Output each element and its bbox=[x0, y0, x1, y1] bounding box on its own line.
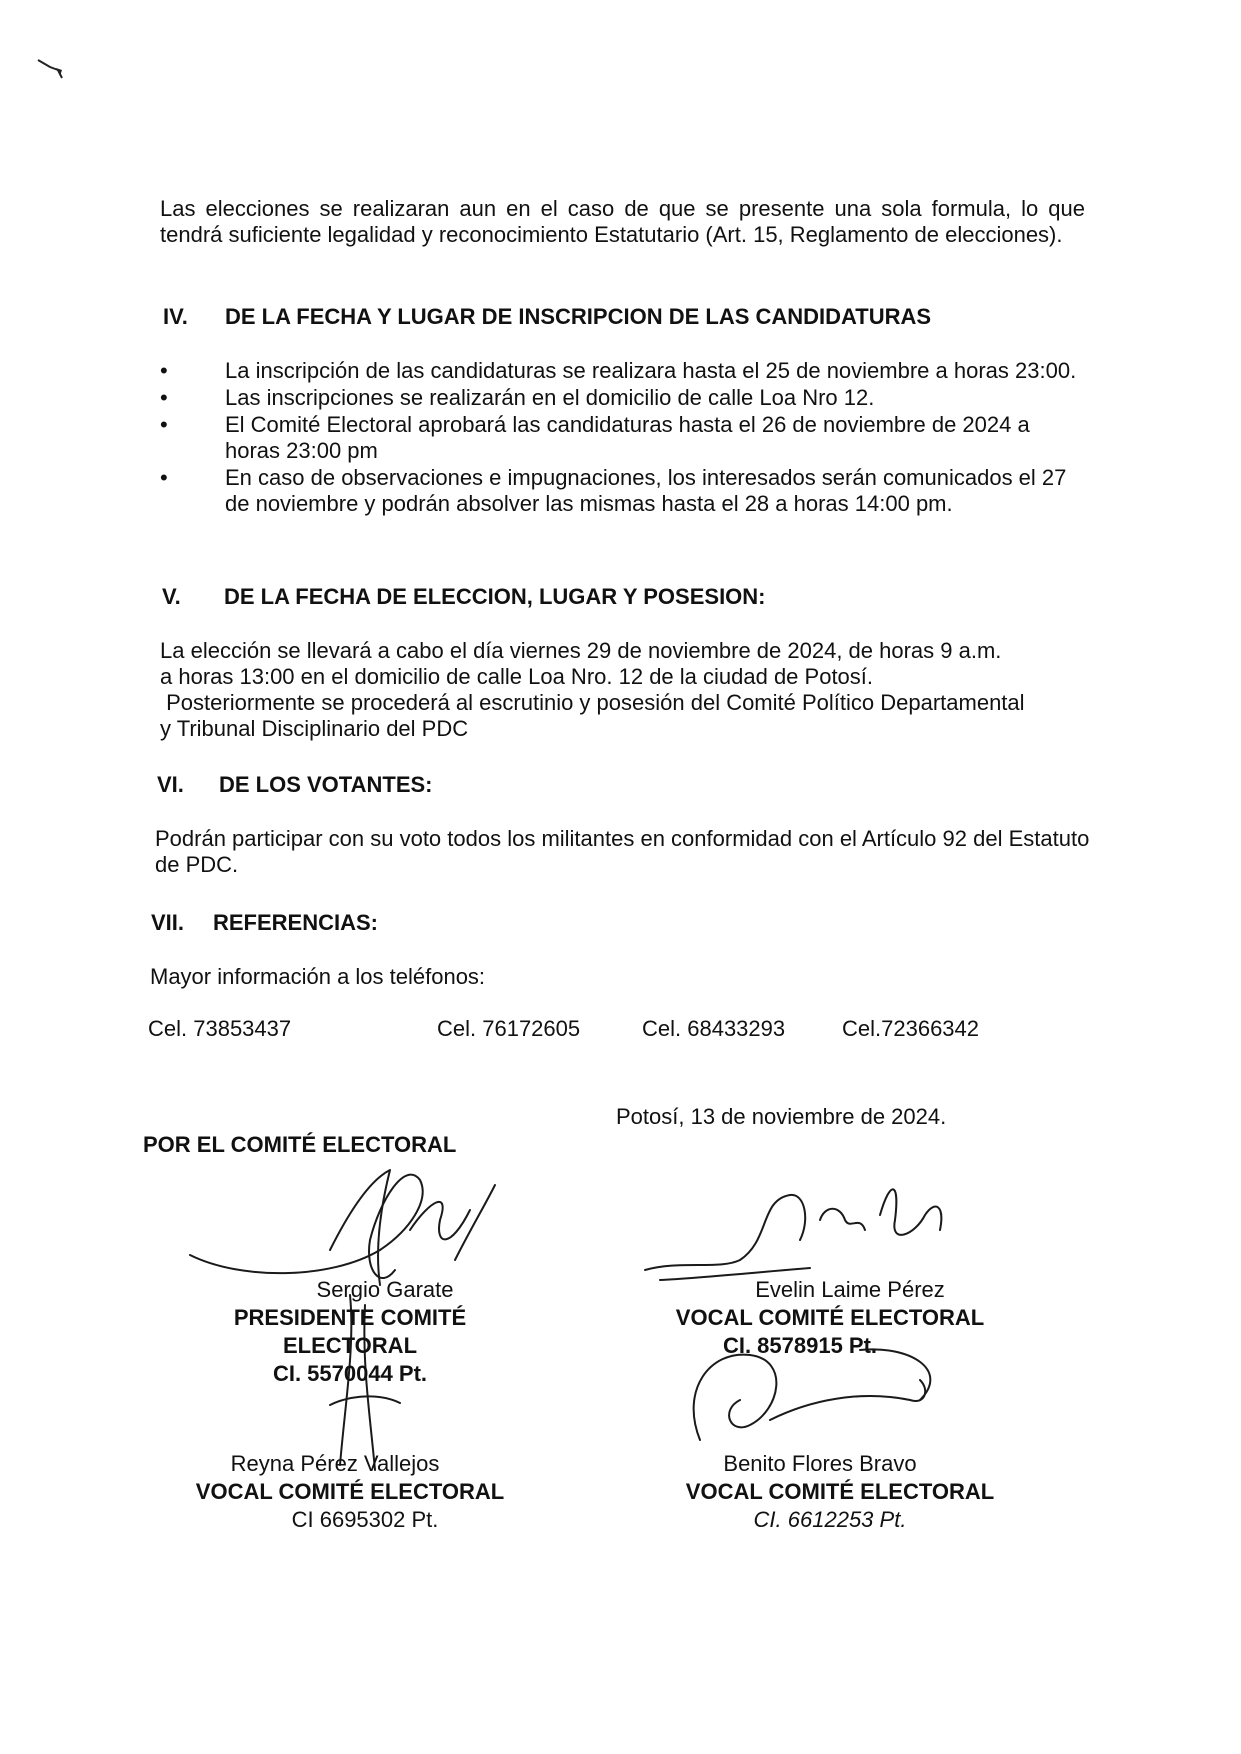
intro-paragraph: Las elecciones se realizaran aun en el caso de que se presente una sola formula, lo que tendrá suficiente legalidad y reconocimiento Estatutario (Art. 15, Reglamento de elecciones). bbox=[160, 196, 1085, 247]
signatory-block bbox=[650, 1450, 1030, 1534]
section-iv-number: IV. bbox=[163, 304, 188, 329]
phone-number: Cel. 68433293 bbox=[642, 1016, 786, 1041]
section-vii-title: REFERENCIAS: bbox=[213, 910, 379, 935]
section-v-line: y Tribunal Disciplinario del PDC bbox=[160, 716, 469, 741]
signatory-role: VOCAL COMITÉ ELECTORAL bbox=[675, 1305, 985, 1330]
signatory-ci: CI 6695302 Pt. bbox=[291, 1507, 439, 1532]
signatory-name: Evelin Laime Pérez bbox=[755, 1277, 945, 1302]
section-v-line: La elección se llevará a cabo el día viernes 29 de noviembre de 2024, de horas 9 a.m. bbox=[160, 638, 1002, 663]
section-iv-title: DE LA FECHA Y LUGAR DE INSCRIPCION DE LAS CANDIDATURAS bbox=[225, 304, 932, 329]
section-v-line: Posteriormente se procederá al escrutinio y posesión del Comité Político Departamental bbox=[160, 690, 1025, 715]
section-vii-number: VII. bbox=[151, 910, 185, 935]
section-vi-title: DE LOS VOTANTES: bbox=[219, 772, 433, 797]
signatory-name: Sergio Garate bbox=[316, 1277, 454, 1302]
signatory-block bbox=[160, 1450, 540, 1534]
phone-number: Cel. 76172605 bbox=[437, 1016, 581, 1041]
committee-label: POR EL COMITÉ ELECTORAL bbox=[143, 1132, 457, 1157]
signature-evelin-laime bbox=[640, 1160, 970, 1290]
section-vi-heading bbox=[157, 772, 433, 798]
signatory-ci: CI. 5570044 Pt. bbox=[272, 1361, 428, 1386]
section-v-line: a horas 13:00 en el domicilio de calle Loa Nro. 12 de la ciudad de Potosí. bbox=[160, 664, 874, 689]
corner-mark-icon bbox=[36, 58, 66, 80]
signatory-ci: CI. 6612253 Pt. bbox=[753, 1507, 907, 1532]
list-item: • En caso de observaciones e impugnaciones, los interesados serán comunicados el 27 de noviembre y podrán absolver las mismas hasta el 28 a horas 14:00 pm. bbox=[160, 465, 1085, 517]
place-date: Potosí, 13 de noviembre de 2024. bbox=[616, 1104, 947, 1129]
section-iv-heading bbox=[163, 304, 931, 330]
list-item: • El Comité Electoral aprobará las candidaturas hasta el 26 de noviembre de 2024 a horas 23:00 pm bbox=[160, 412, 1085, 464]
signatory-name: Reyna Pérez Vallejos bbox=[230, 1451, 440, 1476]
section-vii-heading bbox=[151, 910, 378, 936]
signatory-ci: CI. 8578915 Pt. bbox=[722, 1333, 878, 1358]
phone-number: Cel.72366342 bbox=[842, 1016, 980, 1041]
signatory-block bbox=[200, 1276, 500, 1388]
section-vi-text: Podrán participar con su voto todos los militantes en conformidad con el Artículo 92 del Estatuto de PDC. bbox=[155, 826, 1090, 877]
list-item: • La inscripción de las candidaturas se realizara hasta el 25 de noviembre a horas 23:00. bbox=[160, 358, 1085, 384]
signatory-role: VOCAL COMITÉ ELECTORAL bbox=[685, 1479, 995, 1504]
signatory-name: Benito Flores Bravo bbox=[723, 1451, 917, 1476]
list-item: • Las inscripciones se realizarán en el domicilio de calle Loa Nro 12. bbox=[160, 385, 1085, 411]
signatory-role: PRESIDENTE COMITÉ bbox=[233, 1305, 467, 1330]
section-iv-list bbox=[160, 358, 1085, 518]
signatory-role: VOCAL COMITÉ ELECTORAL bbox=[195, 1479, 505, 1504]
section-vi-number: VI. bbox=[157, 772, 184, 797]
signatory-role: ELECTORAL bbox=[282, 1333, 418, 1358]
section-v-text bbox=[160, 638, 1100, 742]
section-v-number: V. bbox=[162, 584, 181, 609]
section-v-heading bbox=[162, 584, 766, 610]
section-v-title: DE LA FECHA DE ELECCION, LUGAR Y POSESION: bbox=[224, 584, 766, 609]
signatory-block bbox=[640, 1276, 1020, 1360]
phone-number: Cel. 73853437 bbox=[148, 1016, 292, 1041]
references-intro: Mayor información a los teléfonos: bbox=[150, 964, 486, 989]
